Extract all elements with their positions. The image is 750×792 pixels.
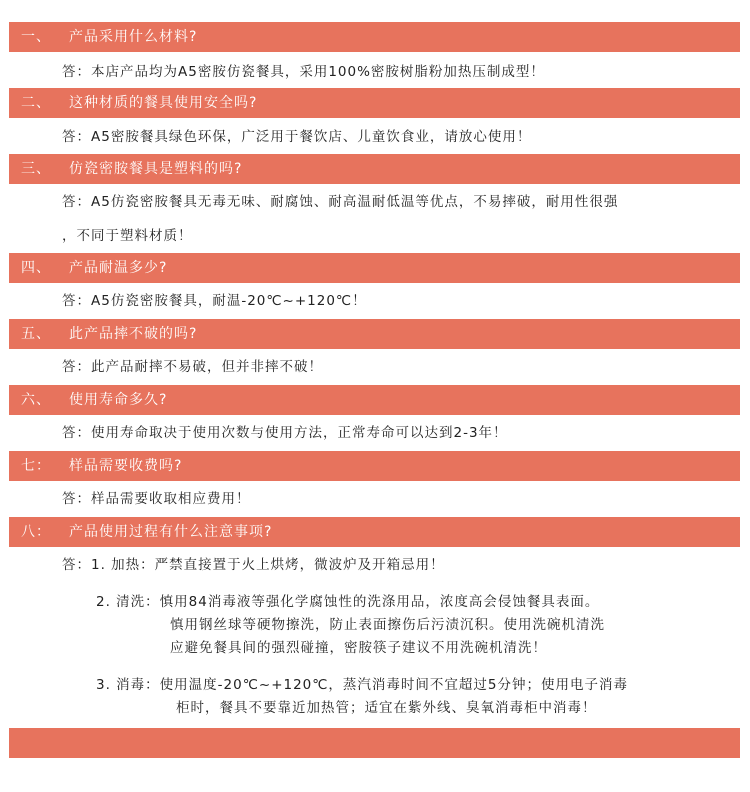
question-number: 八： bbox=[21, 524, 51, 540]
question-text: 产品耐温多少? bbox=[69, 260, 168, 276]
question-text: 产品使用过程有什么注意事项? bbox=[69, 524, 273, 540]
question-text: 这种材质的餐具使用安全吗? bbox=[69, 95, 258, 111]
question-number: 三、 bbox=[21, 161, 51, 177]
question-number: 七： bbox=[21, 458, 51, 474]
question-bar bbox=[9, 319, 740, 349]
question-number: 二、 bbox=[21, 95, 51, 111]
question-text: 仿瓷密胺餐具是塑料的吗? bbox=[69, 161, 243, 177]
question-bar bbox=[9, 22, 740, 52]
footer-bar bbox=[9, 728, 740, 758]
question-text: 产品采用什么材料? bbox=[69, 29, 198, 45]
answer-line: 答：1. 加热：严禁直接置于火上烘烤，微波炉及开箱忌用！ bbox=[62, 557, 445, 573]
question-bar bbox=[9, 154, 740, 184]
answer-line: 柜时，餐具不要靠近加热管；适宜在紫外线、臭氧消毒柜中消毒！ bbox=[176, 700, 597, 716]
answer-line: 答：A5仿瓷密胺餐具，耐温-20℃~+120℃！ bbox=[62, 293, 367, 309]
answer-line: 答：本店产品均为A5密胺仿瓷餐具，采用100%密胺树脂粉加热压制成型！ bbox=[62, 64, 545, 80]
answer-line: 答：使用寿命取决于使用次数与使用方法，正常寿命可以达到2-3年！ bbox=[62, 425, 508, 441]
answer-line: 2. 清洗：慎用84消毒液等强化学腐蚀性的洗涤用品，浓度高会侵蚀餐具表面。 bbox=[96, 594, 600, 610]
answer-line: 答：A5密胺餐具绿色环保，广泛用于餐饮店、儿童饮食业，请放心使用！ bbox=[62, 129, 532, 145]
question-text: 此产品摔不破的吗? bbox=[69, 326, 198, 342]
answer-line: 慎用钢丝球等硬物擦洗，防止表面擦伤后污渍沉积。使用洗碗机清洗 bbox=[170, 617, 605, 633]
question-number: 一、 bbox=[21, 29, 51, 45]
answer-line: 答：样品需要收取相应费用！ bbox=[62, 491, 251, 507]
question-number: 六、 bbox=[21, 392, 51, 408]
question-bar bbox=[9, 88, 740, 118]
question-number: 四、 bbox=[21, 260, 51, 276]
question-number: 五、 bbox=[21, 326, 51, 342]
question-bar bbox=[9, 451, 740, 481]
question-bar bbox=[9, 253, 740, 283]
answer-line: 3. 消毒：使用温度-20℃~+120℃，蒸汽消毒时间不宜超过5分钟；使用电子消毒 bbox=[96, 677, 629, 693]
question-bar bbox=[9, 517, 740, 547]
question-text: 使用寿命多久? bbox=[69, 392, 168, 408]
question-text: 样品需要收费吗? bbox=[69, 458, 183, 474]
answer-line: ，不同于塑料材质！ bbox=[62, 228, 193, 244]
question-bar bbox=[9, 385, 740, 415]
answer-line: 应避免餐具间的强烈碰撞，密胺筷子建议不用洗碗机清洗！ bbox=[170, 640, 547, 656]
answer-line: 答：此产品耐摔不易破，但并非摔不破！ bbox=[62, 359, 323, 375]
answer-line: 答：A5仿瓷密胺餐具无毒无味、耐腐蚀、耐高温耐低温等优点，不易摔破，耐用性很强 bbox=[62, 194, 619, 210]
